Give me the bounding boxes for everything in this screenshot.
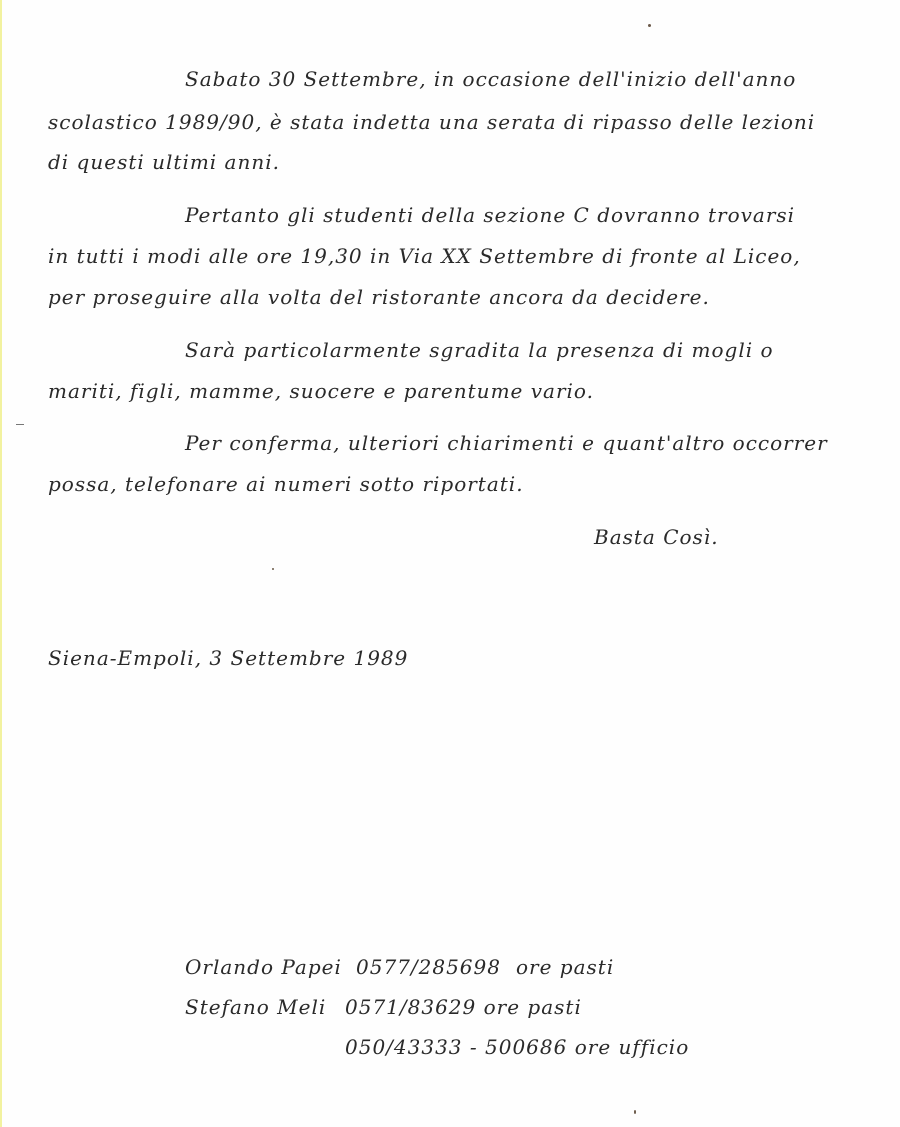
paragraph-4-line-1: Per conferma, ulteriori chiarimenti e quant'altro occorrer: [185, 431, 828, 455]
paragraph-4-line-2: possa, telefonare ai numeri sotto riportati.: [48, 472, 524, 496]
contact-1-name: Orlando Papei: [185, 955, 342, 979]
contact-3-phone: 050/43333 - 500686 ore ufficio: [345, 1035, 690, 1059]
paragraph-3-line-1: Sarà particolarmente sgradita la presenza di mogli o: [185, 338, 774, 362]
paper-mark: [16, 424, 24, 425]
paper-speck: [272, 568, 274, 570]
page-edge: [0, 0, 2, 1127]
paper-speck: [634, 1110, 636, 1114]
paragraph-1-line-1: Sabato 30 Settembre, in occasione dell'inizio dell'anno: [185, 67, 797, 91]
contact-2-name: Stefano Meli: [185, 995, 327, 1019]
paragraph-2-line-2: in tutti i modi alle ore 19,30 in Via XX Settembre di fronte al Liceo,: [48, 244, 801, 268]
contact-1-phone: 0577/285698: [356, 955, 501, 979]
paragraph-1-line-2: scolastico 1989/90, è stata indetta una serata di ripasso delle lezioni: [48, 110, 816, 134]
paragraph-1-line-3: di questi ultimi anni.: [48, 150, 280, 174]
closing-signoff: Basta Così.: [594, 525, 719, 549]
contact-1-note: ore pasti: [516, 955, 615, 979]
paragraph-3-line-2: mariti, figli, mamme, suocere e parentume vario.: [48, 379, 594, 403]
paper-speck: [648, 24, 651, 27]
place-date: Siena-Empoli, 3 Settembre 1989: [48, 646, 409, 670]
paragraph-2-line-1: Pertanto gli studenti della sezione C dovranno trovarsi: [185, 203, 796, 227]
paragraph-2-line-3: per proseguire alla volta del ristorante ancora da decidere.: [48, 285, 710, 309]
contact-2-phone: 0571/83629 ore pasti: [345, 995, 582, 1019]
